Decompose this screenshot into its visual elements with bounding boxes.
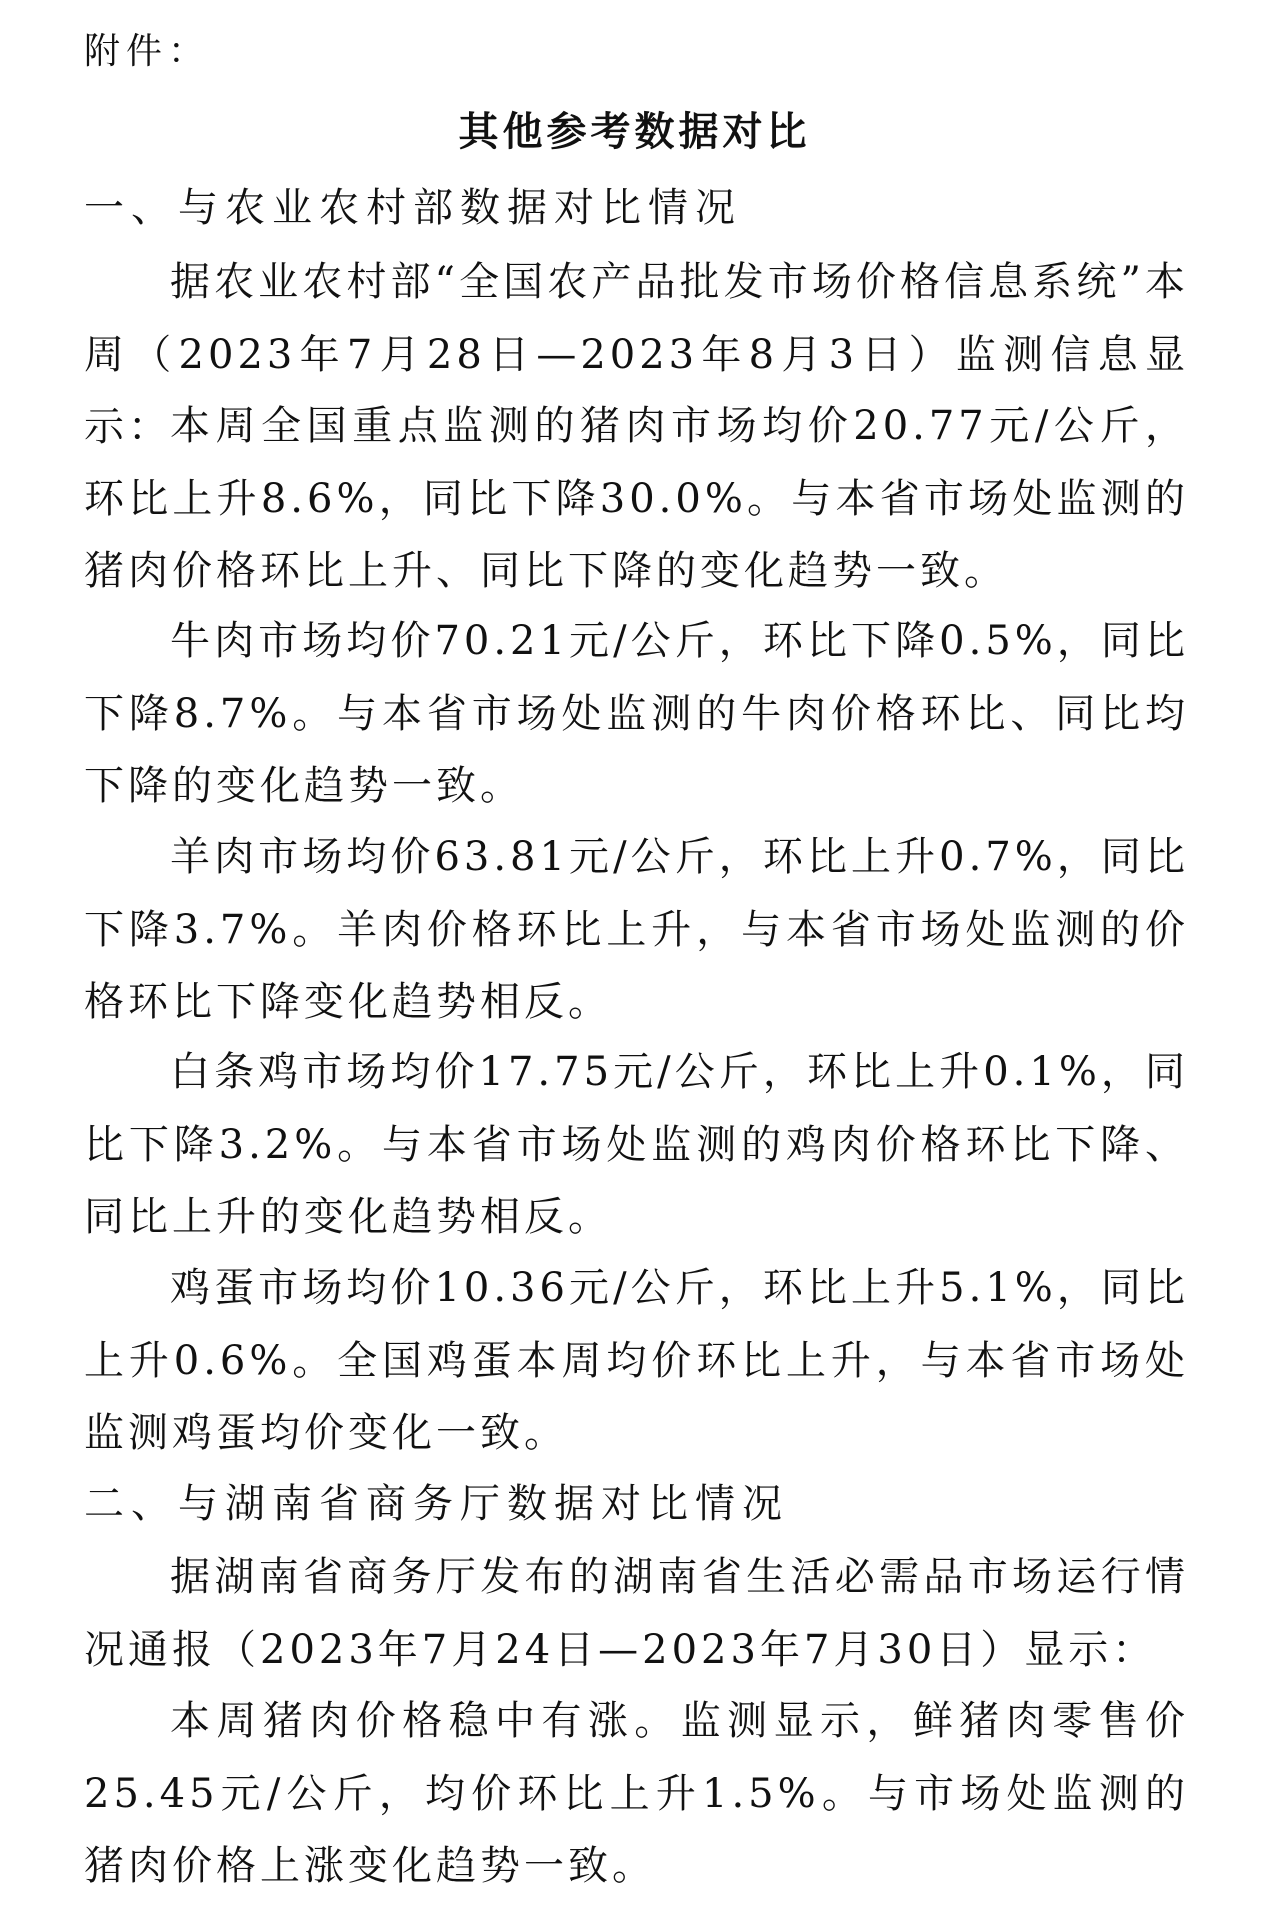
chicken-paragraph: 白条鸡市场均价17.75元/公斤，环比上升0.1%，同比下降3.2%。与本省市场处监测的鸡肉价格环比下降、同比上升的变化趋势相反。	[84, 1049, 1189, 1240]
document-title: 其他参考数据对比	[458, 109, 811, 155]
annex-label: 附件：	[84, 31, 211, 72]
section-1-heading: 一、与农业农村部数据对比情况	[84, 185, 742, 231]
hunan-pork-paragraph: 本周猪肉价格稳中有涨。监测显示，鲜猪肉零售价25.45元/公斤，均价环比上升1.5%。与市场处监测的猪肉价格上涨变化趋势一致。	[84, 1698, 1189, 1889]
section-1-intro: 据农业农村部“全国农产品批发市场价格信息系统”本周（2023年7月28日—2023年8月3日）监测信息显示：	[84, 259, 1189, 450]
egg-paragraph: 鸡蛋市场均价10.36元/公斤，环比上升5.1%，同比上升0.6%。全国鸡蛋本周均价环比上升，与本省市场处监测鸡蛋均价变化一致。	[84, 1265, 1189, 1456]
pork-paragraph: 本周全国重点监测的猪肉市场均价20.77元/公斤，环比上升8.6%，同比下降30.0%。与本省市场处监测的猪肉价格环比上升、同比下降的变化趋势一致。	[84, 403, 1189, 594]
section-2-intro: 据湖南省商务厅发布的湖南省生活必需品市场运行情况通报（2023年7月24日—2023年7月30日）显示：	[84, 1554, 1189, 1673]
mutton-paragraph: 羊肉市场均价63.81元/公斤，环比上升0.7%，同比下降3.7%。羊肉价格环比上升，与本省市场处监测的价格环比下降变化趋势相反。	[84, 834, 1189, 1025]
beef-paragraph: 牛肉市场均价70.21元/公斤，环比下降0.5%，同比下降8.7%。与本省市场处监测的牛肉价格环比、同比均下降的变化趋势一致。	[84, 618, 1189, 809]
section-2-heading: 二、与湖南省商务厅数据对比情况	[84, 1481, 789, 1527]
